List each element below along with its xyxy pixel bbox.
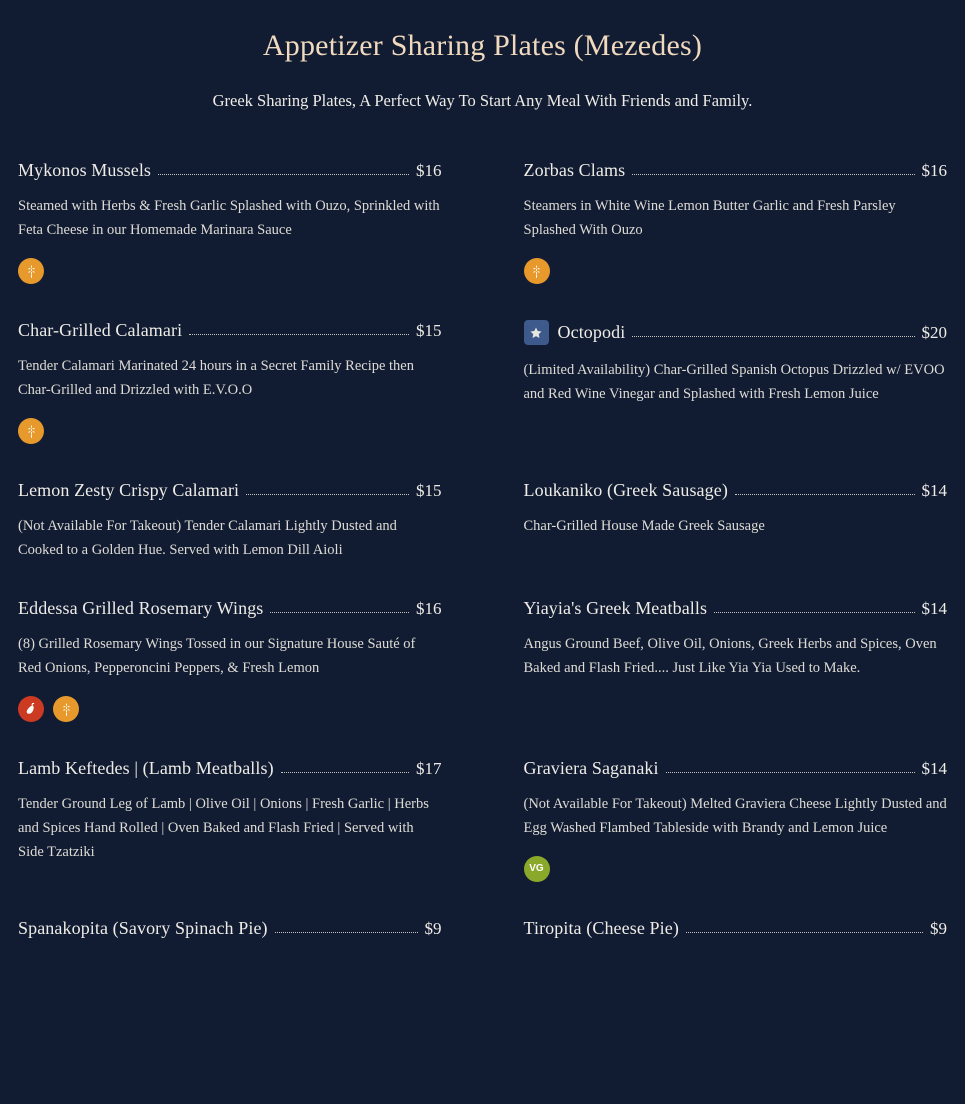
leader-dots: [735, 493, 915, 495]
menu-item-badges: [18, 696, 442, 722]
menu-item-header: [524, 918, 948, 939]
leader-dots: [686, 931, 923, 933]
menu-item-description: Steamers in White Wine Lemon Butter Garlic and Fresh Parsley Splashed With Ouzo: [523, 198, 896, 238]
menu-item: [524, 918, 948, 939]
menu-item-name: Tiropita (Cheese Pie): [523, 918, 679, 938]
menu-item-price: $20: [921, 322, 947, 342]
menu-item-price: $15: [416, 320, 442, 340]
menu-item-name: Octopodi: [557, 322, 626, 342]
menu-item-badges: [18, 418, 442, 444]
menu-item-description: Char-Grilled House Made Greek Sausage: [523, 518, 765, 534]
menu-item-name: Lemon Zesty Crispy Calamari: [18, 480, 240, 500]
spicy-pepper-icon: [18, 696, 44, 722]
menu-item: [524, 598, 948, 722]
menu-item: [18, 918, 442, 939]
leader-dots: [632, 335, 914, 337]
menu-item-header: [524, 758, 948, 779]
leader-dots: [632, 173, 914, 175]
menu-item-description: (8) Grilled Rosemary Wings Tossed in our Signature House Sauté of Red Onions, Pepperoncini Peppers, & Fresh Lemon: [18, 636, 416, 676]
menu-item: [18, 758, 442, 882]
menu-item-header: [18, 758, 442, 779]
gluten-free-icon: [18, 258, 44, 284]
menu-item: [18, 320, 442, 444]
menu-item-description: (Not Available For Takeout) Tender Calamari Lightly Dusted and Cooked to a Golden Hue. Served with Lemon Dill Aioli: [18, 518, 397, 558]
menu-item-description: (Not Available For Takeout) Melted Graviera Cheese Lightly Dusted and Egg Washed Flambed Tableside with Brandy and Lemon Juice: [523, 796, 947, 836]
menu-item-price: $17: [416, 758, 442, 778]
page-title: Appetizer Sharing Plates (Mezedes): [262, 29, 703, 62]
menu-item-description: Tender Calamari Marinated 24 hours in a Secret Family Recipe then Char-Grilled and Drizzled with E.V.O.O: [18, 358, 414, 398]
menu-item: [18, 160, 442, 284]
menu-item-name: Eddessa Grilled Rosemary Wings: [18, 598, 264, 618]
menu-item-header: [524, 160, 948, 181]
menu-item-badges: [524, 258, 948, 284]
menu-item-price: $14: [921, 758, 947, 778]
leader-dots: [270, 611, 409, 613]
menu-item-name: Mykonos Mussels: [18, 160, 152, 180]
menu-item-header: [524, 480, 948, 501]
menu-item-description: (Limited Availability) Char-Grilled Spanish Octopus Drizzled w/ EVOO and Red Wine Vinegar and Splashed with Fresh Lemon Juice: [523, 362, 945, 402]
menu-item-price: $16: [921, 160, 947, 180]
leader-dots: [666, 771, 915, 773]
page-subtitle: Greek Sharing Plates, A Perfect Way To Start Any Meal With Friends and Family.: [212, 91, 753, 110]
menu-item-price: $16: [416, 160, 442, 180]
menu-item-name: Graviera Saganaki: [523, 758, 659, 778]
menu-item: [524, 758, 948, 882]
menu-item: [524, 160, 948, 284]
leader-dots: [189, 333, 409, 335]
star-icon: [524, 320, 549, 345]
menu-item: [18, 598, 442, 722]
menu-item-price: $14: [921, 598, 947, 618]
menu-item-header: [18, 918, 442, 939]
menu-item-name: Spanakopita (Savory Spinach Pie): [18, 918, 268, 938]
menu-item-price: $9: [930, 918, 947, 938]
menu-item-badges: [524, 856, 948, 882]
menu-item-badges: [18, 258, 442, 284]
leader-dots: [275, 931, 418, 933]
menu-item-price: $9: [424, 918, 442, 938]
vegetarian-icon: VG: [524, 856, 550, 882]
menu-item-name: Char-Grilled Calamari: [18, 320, 183, 340]
menu-item: [18, 480, 442, 562]
menu-item-header: [18, 160, 442, 181]
gluten-free-icon: [18, 418, 44, 444]
menu-item-description: Steamed with Herbs & Fresh Garlic Splashed with Ouzo, Sprinkled with Feta Cheese in our Homemade Marinara Sauce: [18, 198, 440, 238]
menu-item-name: Zorbas Clams: [523, 160, 626, 180]
gluten-free-icon: [524, 258, 550, 284]
leader-dots: [246, 493, 409, 495]
menu-item-header: [524, 598, 948, 619]
menu-item: [524, 480, 948, 562]
menu-item-price: $14: [921, 480, 947, 500]
menu-item-price: $15: [416, 480, 442, 500]
menu-item-header: [18, 320, 442, 341]
menu-item-name: Yiayia's Greek Meatballs: [523, 598, 708, 618]
gluten-free-icon: [53, 696, 79, 722]
menu-item-name: Loukaniko (Greek Sausage): [523, 480, 728, 500]
menu-item-price: $16: [416, 598, 442, 618]
menu-items-grid: [18, 160, 947, 975]
menu-item: [524, 320, 948, 444]
menu-item-description: Tender Ground Leg of Lamb | Olive Oil | Onions | Fresh Garlic | Herbs and Spices Hand Rolled | Oven Baked and Flash Fried | Served with Side Tzatziki: [18, 796, 429, 860]
menu-item-header: [524, 320, 948, 345]
leader-dots: [714, 611, 914, 613]
menu-item-header: [18, 598, 442, 619]
menu-item-name: Lamb Keftedes | (Lamb Meatballs): [18, 758, 274, 778]
menu-item-header: [18, 480, 442, 501]
leader-dots: [158, 173, 409, 175]
menu-item-description: Angus Ground Beef, Olive Oil, Onions, Greek Herbs and Spices, Oven Baked and Flash Fried.... Just Like Yia Yia Used to Make.: [523, 636, 937, 676]
leader-dots: [281, 771, 409, 773]
